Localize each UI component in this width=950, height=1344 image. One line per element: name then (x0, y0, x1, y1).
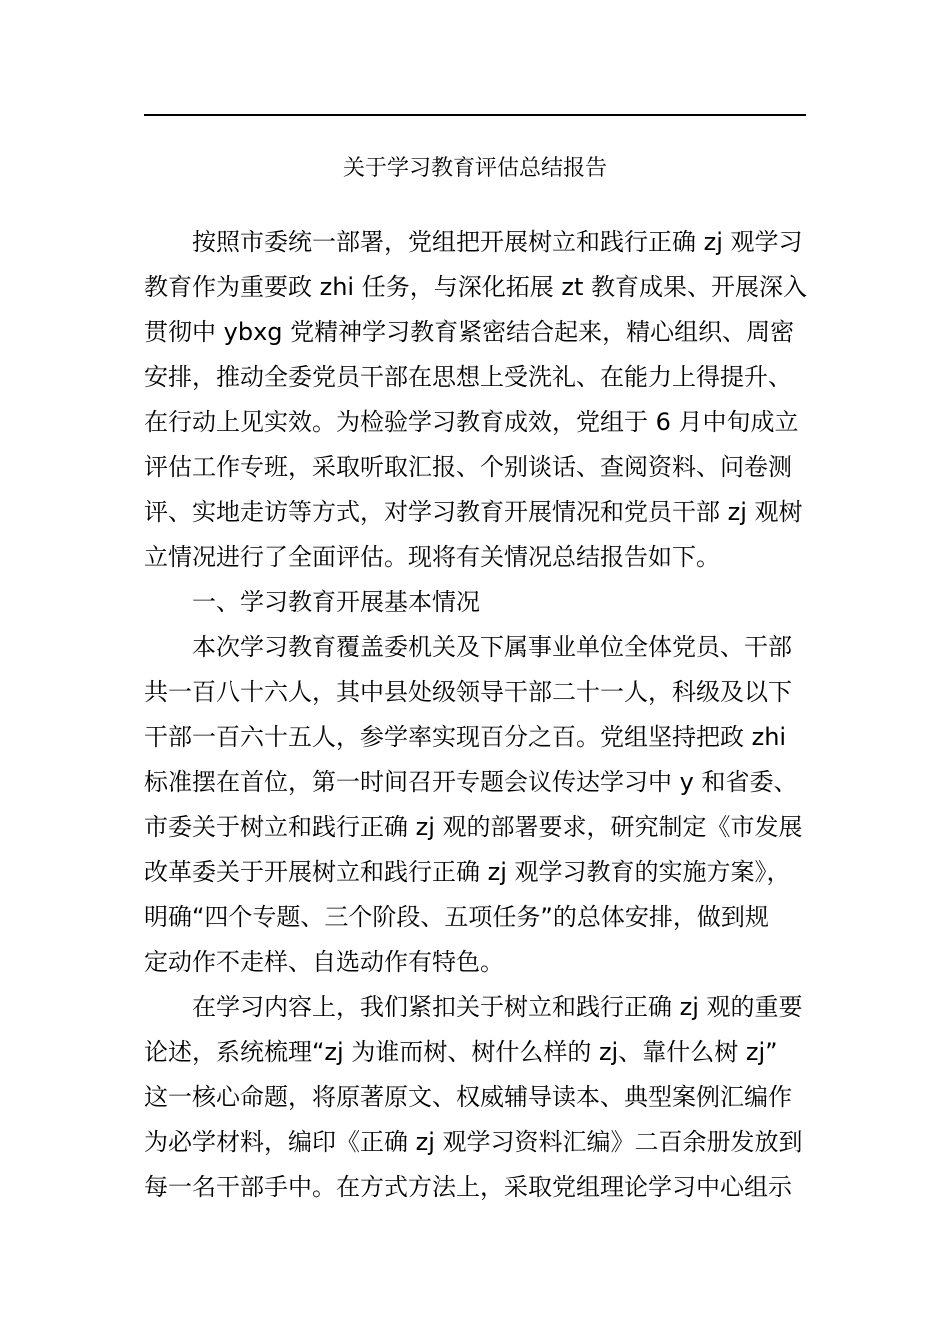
body-line: 评估工作专班，采取听取汇报、个别谈话、查阅资料、问卷测 (144, 453, 792, 481)
body-line: 定动作不走样、自选动作有特色。 (144, 948, 504, 976)
body-line: 在行动上见实效。为检验学习教育成效，党组于 6 月中旬成立 (144, 408, 799, 436)
body-line: 每一名干部手中。在方式方法上，采取党组理论学习中心组示 (144, 1173, 792, 1201)
body-line: 立情况进行了全面评估。现将有关情况总结报告如下。 (144, 543, 720, 571)
section-heading: 一、学习教育开展基本情况 (192, 588, 480, 616)
body-line: 标准摆在首位，第一时间召开专题会议传达学习中 y 和省委、 (144, 768, 798, 796)
header-rule (144, 114, 806, 116)
body-line: 安排，推动全委党员干部在思想上受洗礼、在能力上得提升、 (144, 363, 792, 391)
document-title: 关于学习教育评估总结报告 (342, 156, 607, 181)
body-line: 明确“四个专题、三个阶段、五项任务”的总体安排，做到规 (144, 903, 769, 931)
body-line: 改革委关于开展树立和践行正确 zj 观学习教育的实施方案》， (144, 858, 791, 886)
body-line: 评、实地走访等方式，对学习教育开展情况和党员干部 zj 观树 (144, 498, 803, 526)
body-line: 干部一百六十五人，参学率实现百分之百。党组坚持把政 zhi (144, 723, 787, 751)
body-line: 在学习内容上，我们紧扣关于树立和践行正确 zj 观的重要 (192, 993, 803, 1021)
body-line: 市委关于树立和践行正确 zj 观的部署要求，研究制定《市发展 (144, 813, 803, 841)
body-line: 教育作为重要政 zhi 任务，与深化拓展 zt 教育成果、开展深入 (144, 273, 807, 301)
body-line: 论述，系统梳理“zj 为谁而树、树什么样的 zj、靠什么树 zj” (144, 1038, 778, 1066)
body-line: 按照市委统一部署，党组把开展树立和践行正确 zj 观学习 (192, 228, 803, 256)
body-line: 本次学习教育覆盖委机关及下属事业单位全体党员、干部 (192, 633, 792, 661)
body-line: 为必学材料，编印《正确 zj 观学习资料汇编》二百余册发放到 (144, 1128, 803, 1156)
document-body (144, 220, 810, 1210)
body-line: 贯彻中 ybxg 党精神学习教育紧密结合起来，精心组织、周密 (144, 318, 795, 346)
body-line: 这一核心命题，将原著原文、权威辅导读本、典型案例汇编作 (144, 1083, 792, 1111)
body-line: 共一百八十六人，其中县处级领导干部二十一人，科级及以下 (144, 678, 792, 706)
